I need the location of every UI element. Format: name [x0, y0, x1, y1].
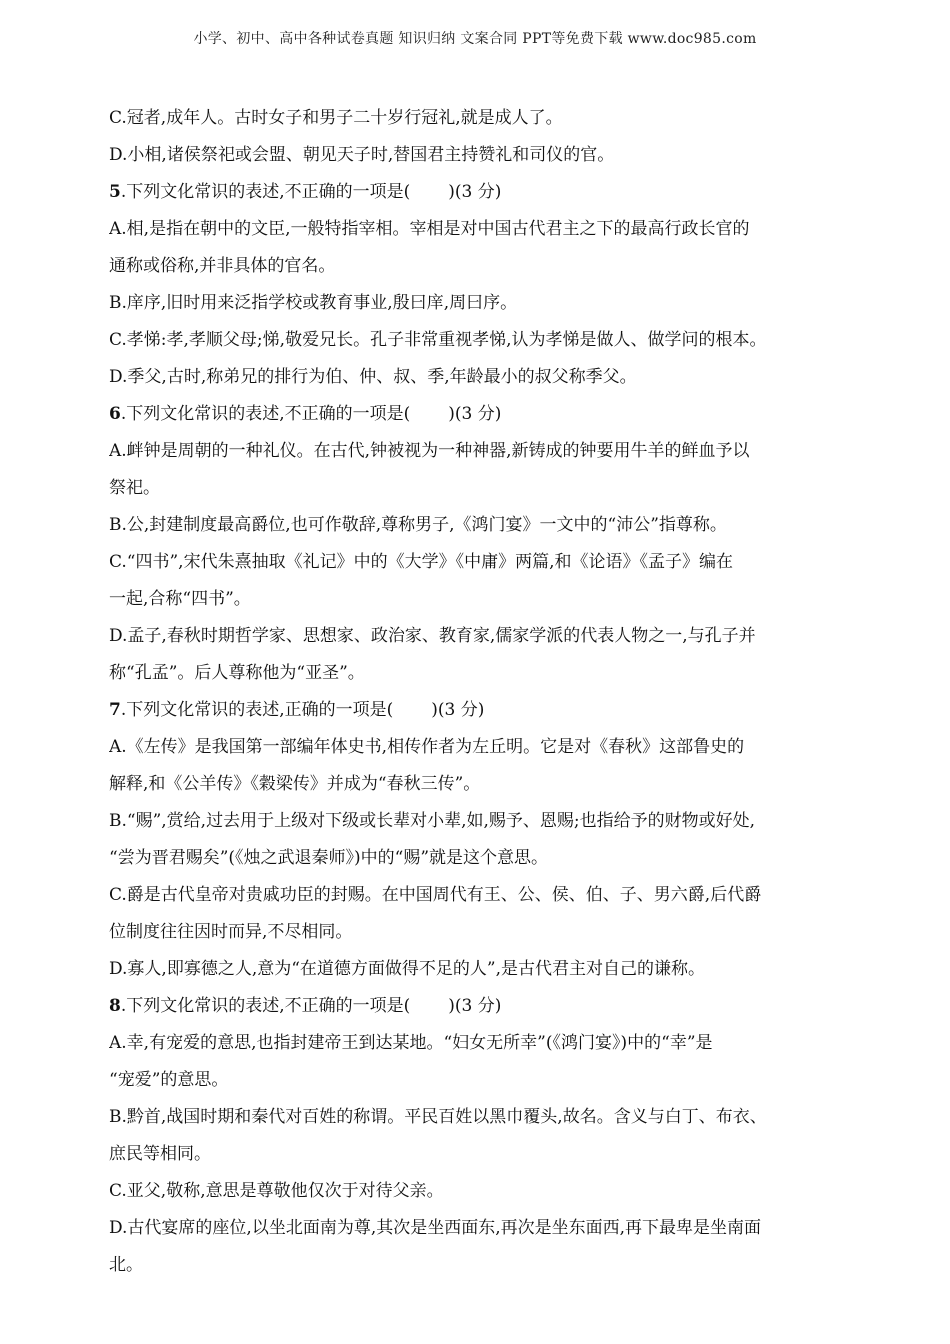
text-line: D.孟子,春秋时期哲学家、思想家、政治家、教育家,儒家学派的代表人物之一,与孔子并 [109, 626, 756, 646]
text-line: B.“赐”,赏给,过去用于上级对下级或长辈对小辈,如,赐予、恩赐;也指给予的财物或好处, [109, 811, 756, 831]
question-number: 8 [109, 996, 121, 1016]
text-line: C.爵是古代皇帝对贵戚功臣的封赐。在中国周代有王、公、侯、伯、子、男六爵,后代爵 [109, 885, 762, 905]
text-line: B.黔首,战国时期和秦代对百姓的称谓。平民百姓以黑巾覆头,故名。含义与白丁、布衣、 [109, 1107, 767, 1127]
question-score: )(3 分) [448, 404, 502, 424]
document-body [109, 100, 847, 1284]
question-text: .下列文化常识的表述,不正确的一项是( [120, 404, 411, 424]
text-line: A.相,是指在朝中的文臣,一般特指宰相。宰相是对中国古代君主之下的最高行政长官的 [109, 219, 750, 239]
question-number: 7 [109, 700, 121, 720]
question-text: .下列文化常识的表述,正确的一项是( [120, 700, 394, 720]
text-line: 位制度往往因时而异,不尽相同。 [109, 922, 353, 942]
question-number: 6 [109, 404, 121, 424]
text-line: C.孝悌:孝,孝顺父母;悌,敬爱兄长。孔子非常重视孝悌,认为孝悌是做人、做学问的根本。 [109, 330, 767, 350]
text-line: 解释,和《公羊传》《穀梁传》并成为“春秋三传”。 [109, 774, 481, 794]
text-line: “宠爱”的意思。 [109, 1070, 229, 1090]
text-line: 称“孔孟”。后人尊称他为“亚圣”。 [109, 663, 365, 683]
text-line: 一起,合称“四书”。 [109, 589, 251, 609]
question-stem [109, 174, 847, 211]
text-line: “尝为晋君赐矣”(《烛之武退秦师》)中的“赐”就是这个意思。 [109, 848, 549, 868]
text-line: B.公,封建制度最高爵位,也可作敬辞,尊称男子,《鸿门宴》一文中的“沛公”指尊称。 [109, 515, 727, 535]
question-score: )(3 分) [448, 182, 502, 202]
question-stem [109, 692, 847, 729]
text-line: D.古代宴席的座位,以坐北面南为尊,其次是坐西面东,再次是坐东面西,再下最卑是坐南面 [109, 1218, 762, 1238]
text-line: D.季父,古时,称弟兄的排行为伯、仲、叔、季,年龄最小的叔父称季父。 [109, 367, 637, 387]
text-line: 祭祀。 [109, 478, 160, 498]
text-line: C.亚父,敬称,意思是尊敬他仅次于对待父亲。 [109, 1181, 444, 1201]
question-score: )(3 分) [431, 700, 485, 720]
question-number: 5 [109, 182, 121, 202]
question-text: .下列文化常识的表述,不正确的一项是( [120, 996, 411, 1016]
text-line: 庶民等相同。 [109, 1144, 211, 1164]
text-line: 通称或俗称,并非具体的官名。 [109, 256, 336, 276]
question-text: .下列文化常识的表述,不正确的一项是( [120, 182, 411, 202]
text-line: A.幸,有宠爱的意思,也指封建帝王到达某地。“妇女无所幸”(《鸿门宴》)中的“幸”是 [109, 1033, 713, 1053]
text-line: C.冠者,成年人。古时女子和男子二十岁行冠礼,就是成人了。 [109, 108, 563, 128]
question-stem [109, 396, 847, 433]
question-stem [109, 988, 847, 1025]
text-line: D.小相,诸侯祭祀或会盟、朝见天子时,替国君主持赞礼和司仪的官。 [109, 145, 615, 165]
text-line: C.“四书”,宋代朱熹抽取《礼记》中的《大学》《中庸》两篇,和《论语》《孟子》编在 [109, 552, 733, 572]
page-header: 小学、初中、高中各种试卷真题 知识归纳 文案合同 PPT等免费下载 www.doc985.com [193, 31, 757, 47]
text-line: A.《左传》是我国第一部编年体史书,相传作者为左丘明。它是对《春秋》这部鲁史的 [109, 737, 745, 757]
text-line: D.寡人,即寡德之人,意为“在道德方面做得不足的人”,是古代君主对自己的谦称。 [109, 959, 706, 979]
question-score: )(3 分) [448, 996, 502, 1016]
text-line: B.庠序,旧时用来泛指学校或教育事业,殷曰庠,周曰序。 [109, 293, 518, 313]
text-line: 北。 [109, 1255, 143, 1275]
text-line: A.衅钟是周朝的一种礼仪。在古代,钟被视为一种神器,新铸成的钟要用牛羊的鲜血予以 [109, 441, 750, 461]
